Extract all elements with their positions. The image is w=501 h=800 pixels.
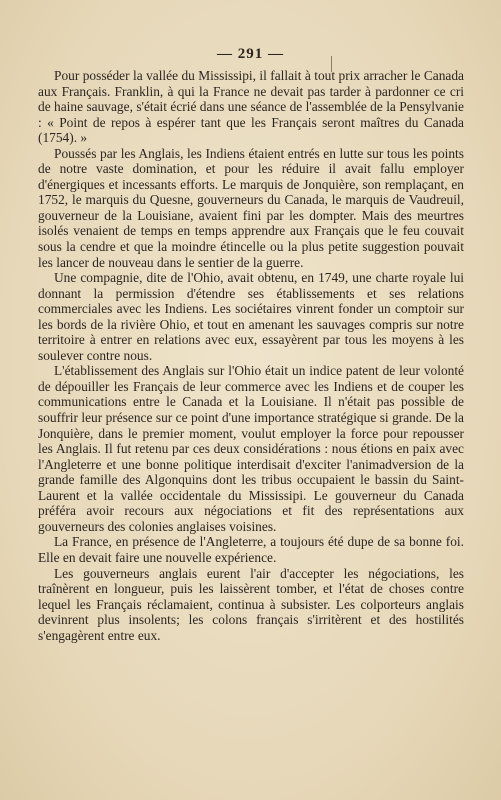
paragraph-3: Une compagnie, dite de l'Ohio, avait obtenu, en 1749, une charte royale lui donnant la permission d'étendre ses établissements et ses relations commerciales avec les Indiens. Les sociétaires vinrent fonder un comptoir sur les bords de la rivière Ohio, et tout en amenant les sauvages compris sur notre territoire à entrer en relations avec eux, essayèrent par tous les moyens à les soulever contre nous.	[38, 270, 464, 363]
paragraph-1: Pour posséder la vallée du Mississipi, il fallait à tout prix arracher le Canada aux Français. Franklin, à qui la France ne devait pas tarder à pardonner ce cri de haine sauvage, s'était écrié dans une séance de l'assemblée de la Pensylvanie : « Point de repos à espérer tant que les Français seront maîtres du Canada (1754). »	[38, 68, 464, 146]
paragraph-6: Les gouverneurs anglais eurent l'air d'accepter les négociations, les traînèrent en longueur, puis les laissèrent tomber, et l'état de choses contre lequel les Français réclamaient, continua à subsister. Les colporteurs anglais devinrent plus insolents; les colons français s'irritèrent et des hostilités s'engagèrent entre eux.	[38, 565, 464, 643]
paragraph-2: Poussés par les Anglais, les Indiens étaient entrés en lutte sur tous les points de notre vaste domination, et pour les réduire il avait fallu employer d'énergiques et incessants efforts. Le marquis de Jonquière, son remplaçant, en 1752, le marquis du Quesne, gouverneurs du Canada, le marquis de Vaudreuil, gouverneur de la Louisiane, avaient fini par les dompter. Mais des meurtres isolés venaient de temps en temps apprendre aux Français que le feu couvait sous la cendre et que la moindre étincelle ou la plus petite suggestion pouvait les lancer de nouveau dans le sentier de la guerre.	[38, 145, 464, 270]
page-number: — 291 —	[217, 46, 284, 62]
body-text	[38, 68, 464, 643]
paragraph-4: L'établissement des Anglais sur l'Ohio était un indice patent de leur volonté de dépouiller les Français de leur commerce avec les Indiens et de couper les communications entre le Canada et la Louisiane. Il n'était pas possible de souffrir leur présence sur ce point d'une importance stratégique si grande. De la Jonquière, dans le premier moment, voulut employer la force pour repousser les Anglais. Il fut retenu par ces deux considérations : nous étions en paix avec l'Angleterre et une bonne politique interdisait d'exciter l'animadversion de la grande famille des Algonquins dont les tribus occupaient le bassin du Saint-Laurent et la vallée occidentale du Mississipi. Le gouverneur du Canada préféra avoir recours aux négociations et fit des représentations aux gouverneurs des colonies anglaises voisines.	[38, 363, 464, 534]
paragraph-5: La France, en présence de l'Angleterre, a toujours été dupe de sa bonne foi. Elle en devait faire une nouvelle expérience.	[38, 534, 464, 565]
